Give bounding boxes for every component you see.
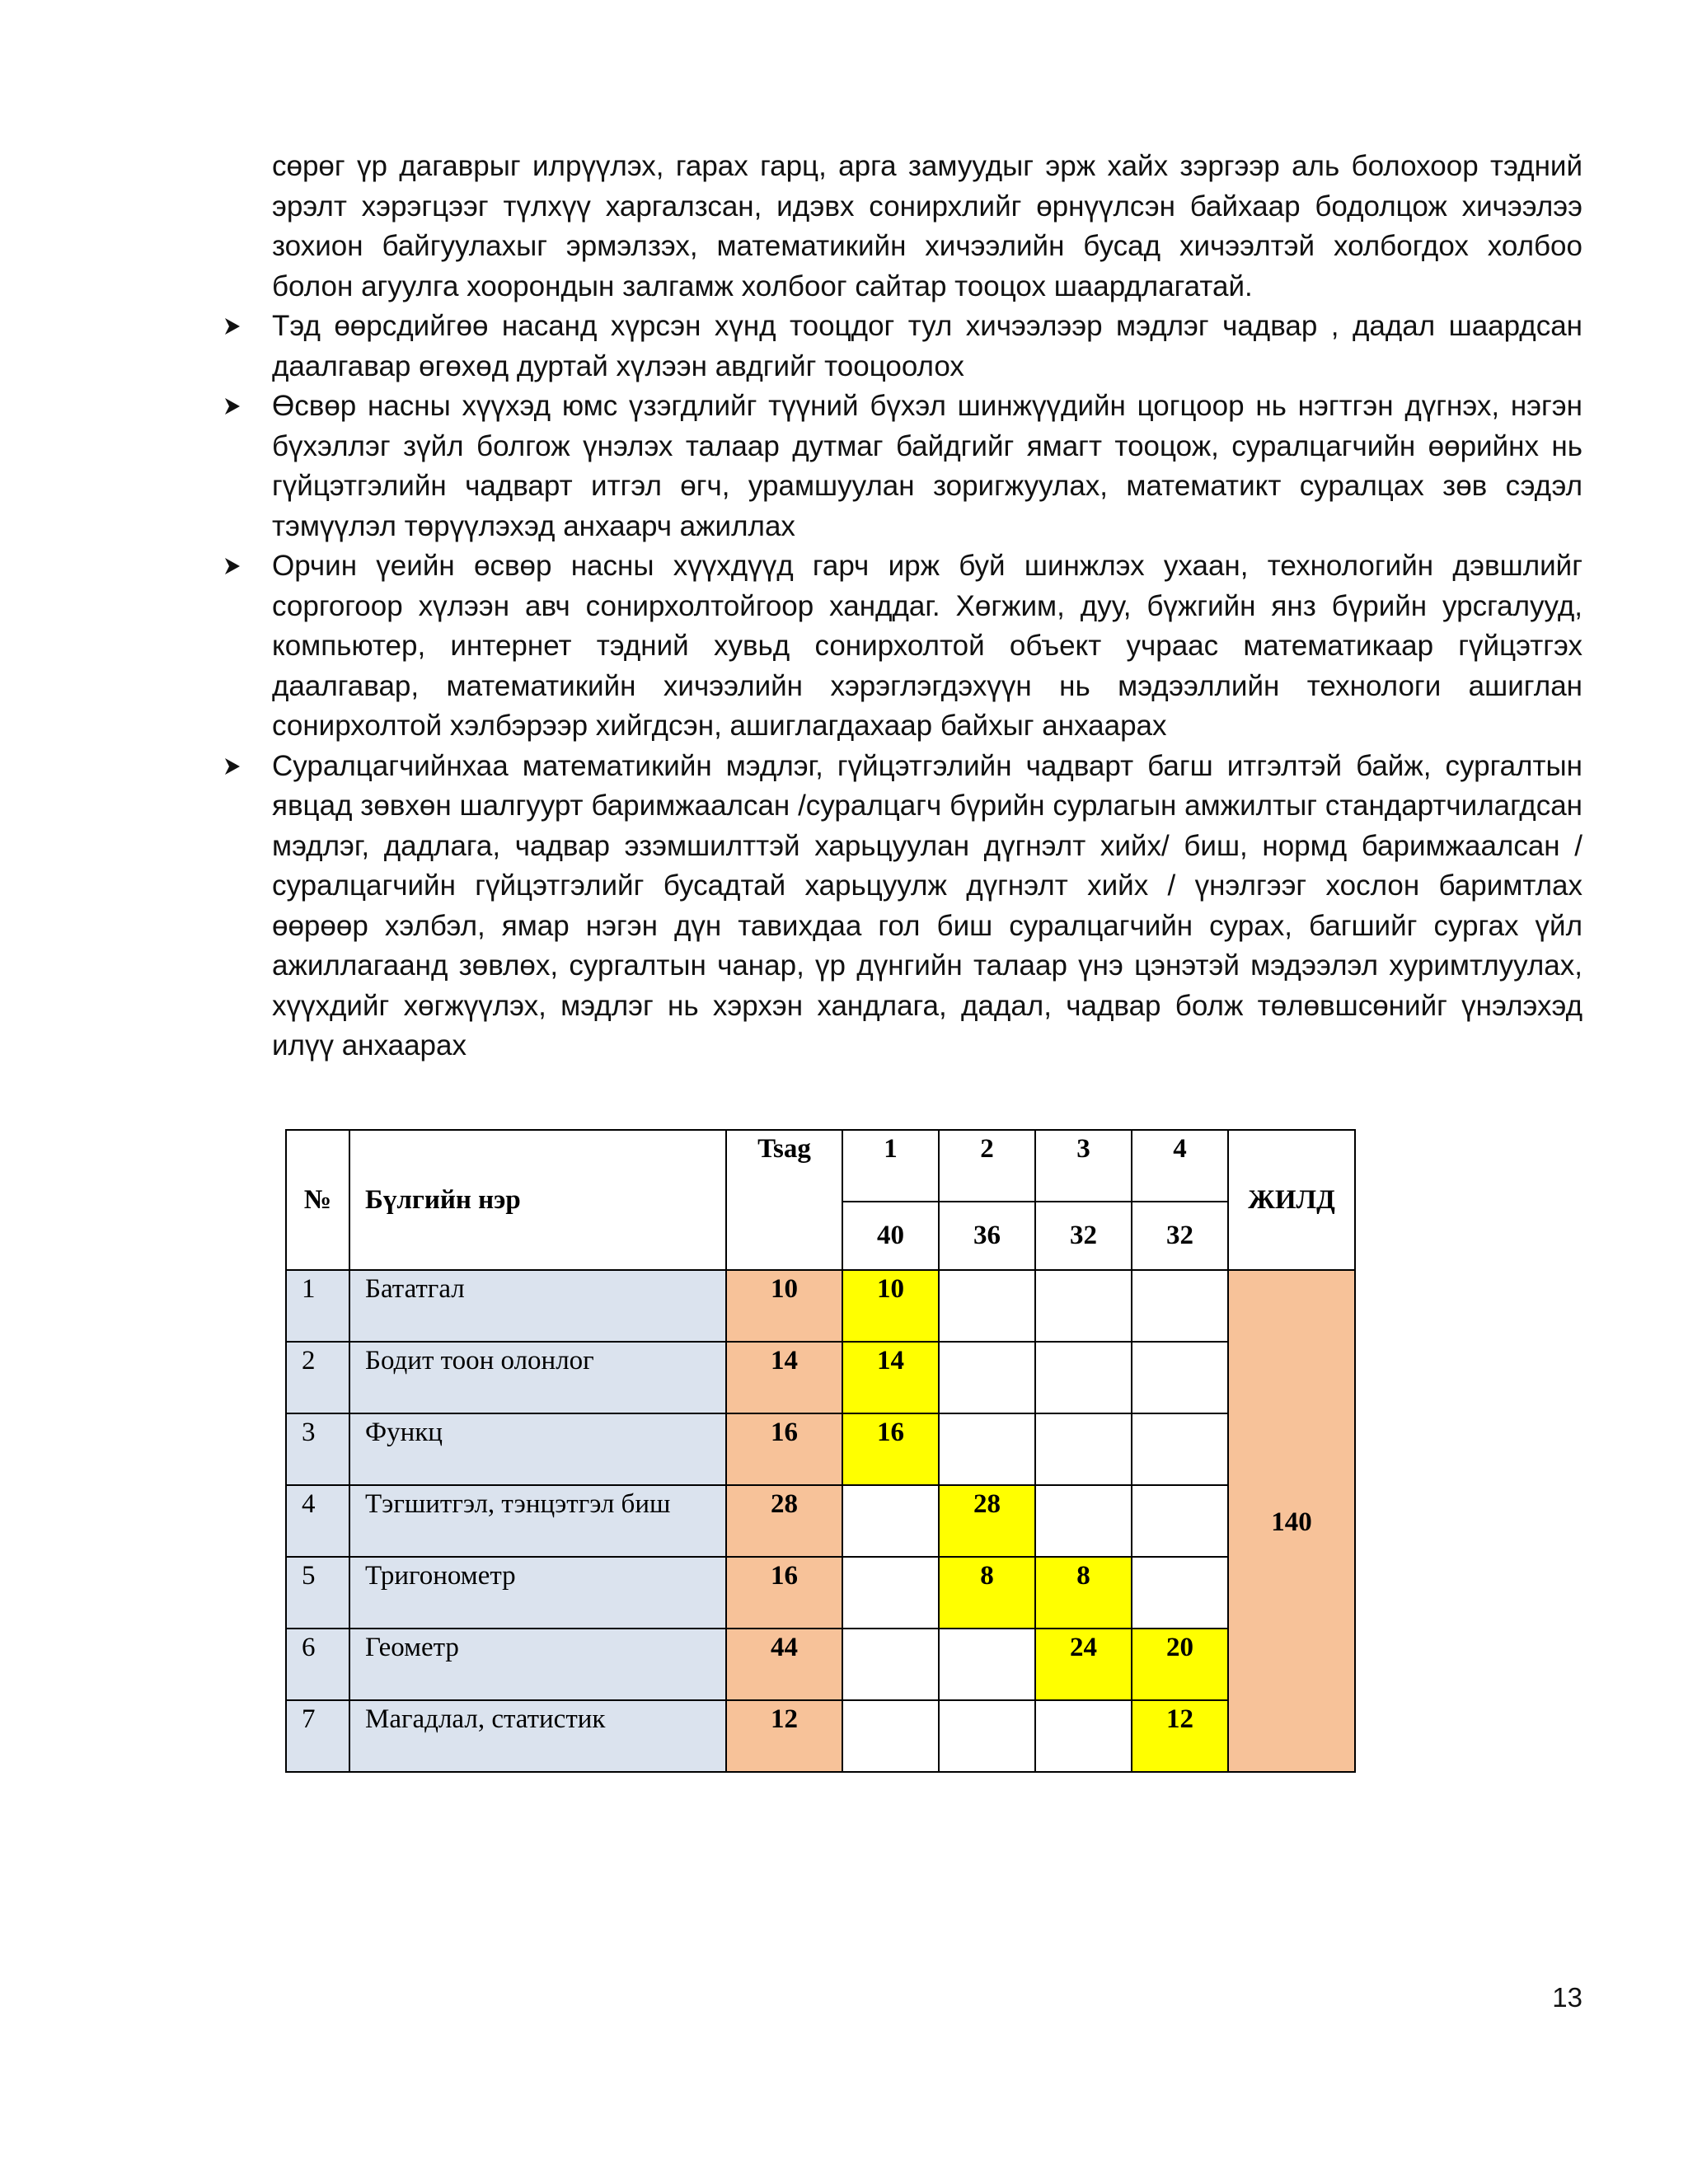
intro-paragraph: сөрөг үр дагаврыг илрүүлэх, гарах гарц, арга замуудыг эрж хайх зэргээр аль болохоор тэдний эрэлт хэрэгцээг түлхүү харгалзсан, идэвх сонирхлийг өрнүүлсэн байхаар бодолцож хичээлээ зохион байгуулахыг эрмэлзэх, математикийн хичээлийн бусад хичээлтэй холбогдох холбоо болон агуулга хоорондын залгамж холбоог сайтар тооцох шаардлагатай. [272,150,1582,302]
row-quarter-1: 10 [842,1270,939,1342]
table-row [286,1700,1355,1772]
row-quarter-1 [842,1485,939,1557]
arrowhead-bullet-icon [221,747,244,786]
table-row [286,1270,1355,1342]
arrowhead-bullet-icon [221,387,244,426]
row-number: 5 [286,1557,349,1629]
row-tsag: 28 [726,1485,842,1557]
row-tsag: 16 [726,1557,842,1629]
row-number: 1 [286,1270,349,1342]
header-quarter-1-hours: 40 [842,1202,939,1270]
table-row [286,1629,1355,1700]
row-quarter-1 [842,1557,939,1629]
row-chapter-name: Тригонометр [349,1557,726,1629]
list-item-text: Тэд өөрсдийгөө насанд хүрсэн хүнд тооцдог тул хичээлээр мэдлэг чадвар , дадал шаардсан даалгавар өгөхөд дуртай хүлээн авдгийг тооцоолох [272,310,1582,382]
row-quarter-1: 14 [842,1342,939,1413]
header-quarter-4: 4 [1132,1130,1228,1202]
row-chapter-name: Геометр [349,1629,726,1700]
header-quarter-3-hours: 32 [1035,1202,1132,1270]
row-number: 7 [286,1700,349,1772]
row-number: 3 [286,1413,349,1485]
table-row [286,1413,1355,1485]
arrowhead-bullet-icon [221,546,244,586]
row-quarter-3: 24 [1035,1629,1132,1700]
header-tsag: Tsag [726,1130,842,1270]
row-tsag: 12 [726,1700,842,1772]
row-quarter-3 [1035,1270,1132,1342]
row-quarter-3 [1035,1342,1132,1413]
header-year: ЖИЛД [1228,1130,1355,1270]
row-tsag: 16 [726,1413,842,1485]
header-chapter-name: Бүлгийн нэр [349,1130,726,1270]
row-quarter-3 [1035,1700,1132,1772]
row-quarter-1: 16 [842,1413,939,1485]
row-quarter-2 [939,1270,1035,1342]
header-quarter-1: 1 [842,1130,939,1202]
row-quarter-2 [939,1413,1035,1485]
row-tsag: 44 [726,1629,842,1700]
row-number: 4 [286,1485,349,1557]
list-item [272,307,1582,387]
row-quarter-3: 8 [1035,1557,1132,1629]
table-row [286,1557,1355,1629]
row-quarter-2 [939,1700,1035,1772]
table-row [286,1485,1355,1557]
row-quarter-4 [1132,1342,1228,1413]
row-quarter-3 [1035,1485,1132,1557]
bullet-list [272,307,1582,1066]
list-item-text: Өсвөр насны хүүхэд юмс үзэгдлийг түүний бүхэл шинжүүдийн цогцоор нь нэгтгэн дүгнэх, нэгэн бүхэллэг зүйл болгож үнэлэх талаар дутмаг байдгийг ямагт тооцож, суралцагчийн өөрийнх нь гүйцэтгэлийн чадварт итгэл өгч, урамшуулан зоригжуулах, математикт суралцах зөв сэдэл тэмүүлэл төрүүлэхэд анхаарч ажиллах [272,390,1582,542]
row-chapter-name: Тэгшитгэл, тэнцэтгэл биш [349,1485,726,1557]
row-quarter-2 [939,1342,1035,1413]
row-quarter-1 [842,1629,939,1700]
row-quarter-1 [842,1700,939,1772]
row-quarter-4: 12 [1132,1700,1228,1772]
row-quarter-2: 28 [939,1485,1035,1557]
row-quarter-4 [1132,1270,1228,1342]
row-number: 6 [286,1629,349,1700]
header-number: № [286,1130,349,1270]
row-tsag: 10 [726,1270,842,1342]
list-item-text: Суралцагчийнхаа математикийн мэдлэг, гүйцэтгэлийн чадварт багш итгэлтэй байж, сургалтын явцад зөвхөн шалгуурт баримжаалсан /суралцагч бүрийн сурлагын амжилтыг стандартчилагдсан мэдлэг, дадлага, чадвар эзэмшилттэй харьцуулан дүгнэлт хийх/ биш, нормд баримжаалсан /суралцагчийн гүйцэтгэлийг бусадтай харьцуулж дүгнэлт хийх / үнэлгээг хослон баримтлах өөрөөр хэлбэл, ямар нэгэн дүн тавихдаа гол биш суралцагчийн сурах, багшийг сургах үйл ажиллагаанд зөвлөх, сургалтын чанар, үр дүнгийн талаар үнэ цэнэтэй мэдээлэл хуримтлуулах, хүүхдийг хөгжүүлэх, мэдлэг нь хэрхэн хандлага, дадал, чадвар болж төлөвшсөнийг үнэлэхэд илүү анхаарах [272,749,1582,1062]
row-tsag: 14 [726,1342,842,1413]
page-number: 13 [1552,1982,1582,2013]
row-quarter-4 [1132,1485,1228,1557]
list-item [272,546,1582,747]
row-chapter-name: Магадлал, статистик [349,1700,726,1772]
row-quarter-2 [939,1629,1035,1700]
row-chapter-name: Бататгал [349,1270,726,1342]
body-text [272,147,1582,1066]
row-chapter-name: Бодит тоон олонлог [349,1342,726,1413]
year-total: 140 [1228,1270,1355,1772]
curriculum-hours-table [285,1129,1356,1773]
row-chapter-name: Функц [349,1413,726,1485]
table-row [286,1342,1355,1413]
list-item [272,747,1582,1066]
row-quarter-4: 20 [1132,1629,1228,1700]
header-quarter-2: 2 [939,1130,1035,1202]
arrowhead-bullet-icon [221,307,244,346]
row-quarter-4 [1132,1557,1228,1629]
header-quarter-2-hours: 36 [939,1202,1035,1270]
header-quarter-4-hours: 32 [1132,1202,1228,1270]
row-number: 2 [286,1342,349,1413]
row-quarter-2: 8 [939,1557,1035,1629]
list-item-text: Орчин үеийн өсвөр насны хүүхдүүд гарч ирж буй шинжлэх ухаан, технологийн дэвшлийг соргогоор хүлээн авч сонирхолтойгоор ханддаг. Хөгжим, дуу, бүжгийн янз бүрийн урсгалууд, компьютер, интернет тэдний хувьд сонирхолтой объект учраас математикаар гүйцэтгэх даалгавар, математикийн хичээлийн хэрэглэгдэхүүн нь мэдээллийн технологи ашиглан сонирхолтой хэлбэрээр хийгдсэн, ашиглагдахаар байхыг анхаарах [272,550,1582,742]
row-quarter-3 [1035,1413,1132,1485]
header-quarter-3: 3 [1035,1130,1132,1202]
row-quarter-4 [1132,1413,1228,1485]
list-item [272,387,1582,546]
